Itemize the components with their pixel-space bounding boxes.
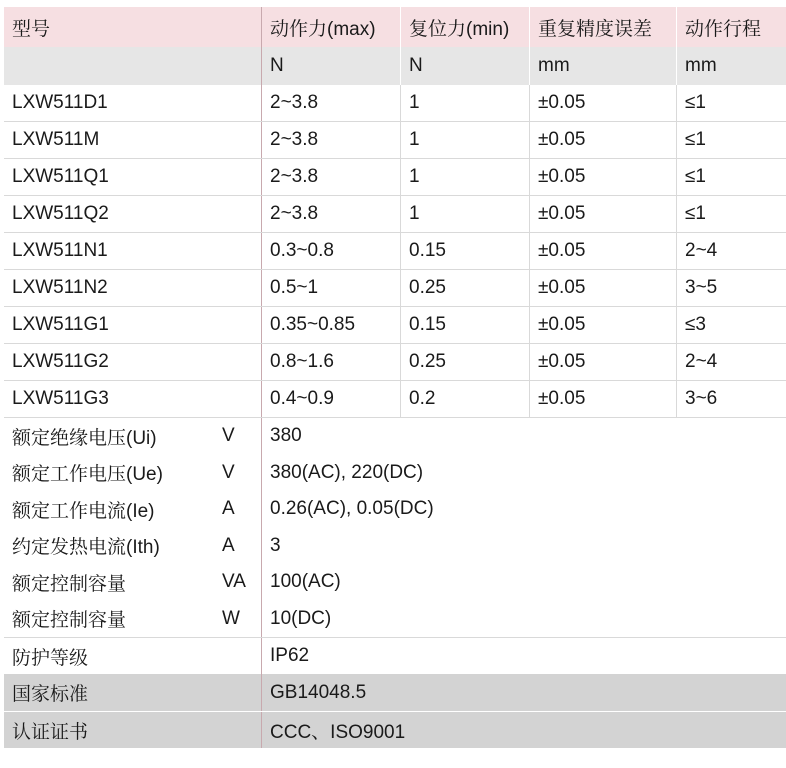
certification-row: [4, 711, 786, 748]
repeat-accuracy-cell: ±0.05: [530, 85, 677, 121]
travel-cell: 3~6: [685, 388, 718, 409]
model-cell: LXW511M: [4, 122, 262, 158]
unit-repeat-accuracy: mm: [530, 47, 677, 85]
spec-label: 额定工作电压(Ue): [12, 464, 163, 486]
travel-cell: 3~5: [685, 277, 718, 298]
spec-value: 380(AC), 220(DC): [270, 461, 424, 483]
model-cell: LXW511G3: [4, 381, 262, 417]
spec-label: 约定发热电流(Ith): [12, 537, 160, 559]
unit-release-force: N: [401, 47, 530, 85]
table-row: [4, 196, 786, 233]
table-row: [4, 344, 786, 381]
spec-label: 额定控制容量: [12, 573, 127, 595]
spec-label: 额定控制容量: [12, 610, 127, 632]
repeat-accuracy-cell: ±0.05: [530, 270, 677, 306]
spec-value: 10(DC): [270, 607, 332, 629]
travel-cell: 2~4: [685, 240, 718, 261]
release-force-cell: 1: [401, 85, 530, 121]
footer-value: CCC、ISO9001: [270, 721, 406, 743]
footer-value: GB14048.5: [270, 681, 367, 703]
actuation-force-cell: 0.4~0.9: [262, 381, 401, 417]
model-cell: LXW511Q2: [4, 196, 262, 232]
repeat-accuracy-cell: ±0.05: [530, 196, 677, 232]
actuation-force-cell: 0.5~1: [262, 270, 401, 306]
table-row: [4, 85, 786, 122]
table-unit-row: [4, 47, 786, 85]
table-row: [4, 307, 786, 344]
footer-label: 国家标准: [4, 674, 262, 711]
actuation-force-cell: 2~3.8: [262, 159, 401, 195]
release-force-cell: 0.15: [401, 233, 530, 269]
release-force-cell: 1: [401, 122, 530, 158]
footer-label: 认证证书: [4, 712, 262, 748]
unit-actuation-force: N: [262, 47, 401, 85]
release-force-cell: 1: [401, 159, 530, 195]
model-cell: LXW511G2: [4, 344, 262, 380]
header-release-force: 复位力(min): [401, 7, 530, 47]
spec-row: [4, 528, 786, 565]
release-force-cell: 0.15: [401, 307, 530, 343]
spec-value: 3: [270, 534, 281, 556]
table-row: [4, 270, 786, 307]
actuation-force-cell: 0.3~0.8: [262, 233, 401, 269]
national-standard-row: [4, 674, 786, 711]
table-row: [4, 381, 786, 418]
header-travel: 动作行程: [685, 18, 762, 40]
spec-unit: A: [220, 528, 262, 565]
actuation-force-cell: 0.35~0.85: [262, 307, 401, 343]
table-header-row: [4, 7, 786, 47]
release-force-cell: 0.2: [401, 381, 530, 417]
unit-travel: mm: [685, 55, 717, 76]
travel-cell: ≤1: [685, 166, 706, 187]
spec-label: 额定绝缘电压(Ui): [12, 427, 157, 449]
model-cell: LXW511Q1: [4, 159, 262, 195]
spec-unit: V: [220, 418, 262, 455]
table-row: [4, 122, 786, 159]
repeat-accuracy-cell: ±0.05: [530, 381, 677, 417]
model-cell: LXW511N2: [4, 270, 262, 306]
actuation-force-cell: 2~3.8: [262, 85, 401, 121]
actuation-force-cell: 0.8~1.6: [262, 344, 401, 380]
repeat-accuracy-cell: ±0.05: [530, 233, 677, 269]
spec-value: 100(AC): [270, 571, 341, 593]
spec-unit: A: [220, 491, 262, 528]
release-force-cell: 1: [401, 196, 530, 232]
model-cell: LXW511D1: [4, 85, 262, 121]
header-model: 型号: [4, 7, 262, 47]
actuation-force-cell: 2~3.8: [262, 196, 401, 232]
release-force-cell: 0.25: [401, 270, 530, 306]
travel-cell: 2~4: [685, 351, 718, 372]
spec-unit: W: [220, 601, 262, 638]
header-repeat-accuracy: 重复精度误差: [530, 7, 677, 47]
protection-rating-row: [4, 637, 786, 674]
spec-row: [4, 601, 786, 638]
travel-cell: ≤1: [685, 92, 706, 113]
spec-value: 0.26(AC), 0.05(DC): [270, 498, 434, 520]
spec-row: [4, 564, 786, 601]
travel-cell: ≤1: [685, 203, 706, 224]
table-row: [4, 233, 786, 270]
spec-value: 380: [270, 425, 302, 447]
model-cell: LXW511N1: [4, 233, 262, 269]
model-cell: LXW511G1: [4, 307, 262, 343]
repeat-accuracy-cell: ±0.05: [530, 307, 677, 343]
footer-value: IP62: [270, 645, 310, 666]
spec-table: [4, 7, 786, 748]
table-row: [4, 159, 786, 196]
spec-row: [4, 455, 786, 492]
repeat-accuracy-cell: ±0.05: [530, 159, 677, 195]
release-force-cell: 0.25: [401, 344, 530, 380]
spec-row: [4, 418, 786, 455]
header-actuation-force: 动作力(max): [262, 7, 401, 47]
spec-row: [4, 491, 786, 528]
travel-cell: ≤3: [685, 314, 706, 335]
travel-cell: ≤1: [685, 129, 706, 150]
actuation-force-cell: 2~3.8: [262, 122, 401, 158]
repeat-accuracy-cell: ±0.05: [530, 344, 677, 380]
footer-label: 防护等级: [4, 638, 262, 674]
unit-model: [4, 47, 262, 85]
spec-unit: V: [220, 455, 262, 492]
spec-label: 额定工作电流(Ie): [12, 500, 155, 522]
repeat-accuracy-cell: ±0.05: [530, 122, 677, 158]
spec-unit: VA: [220, 564, 262, 601]
